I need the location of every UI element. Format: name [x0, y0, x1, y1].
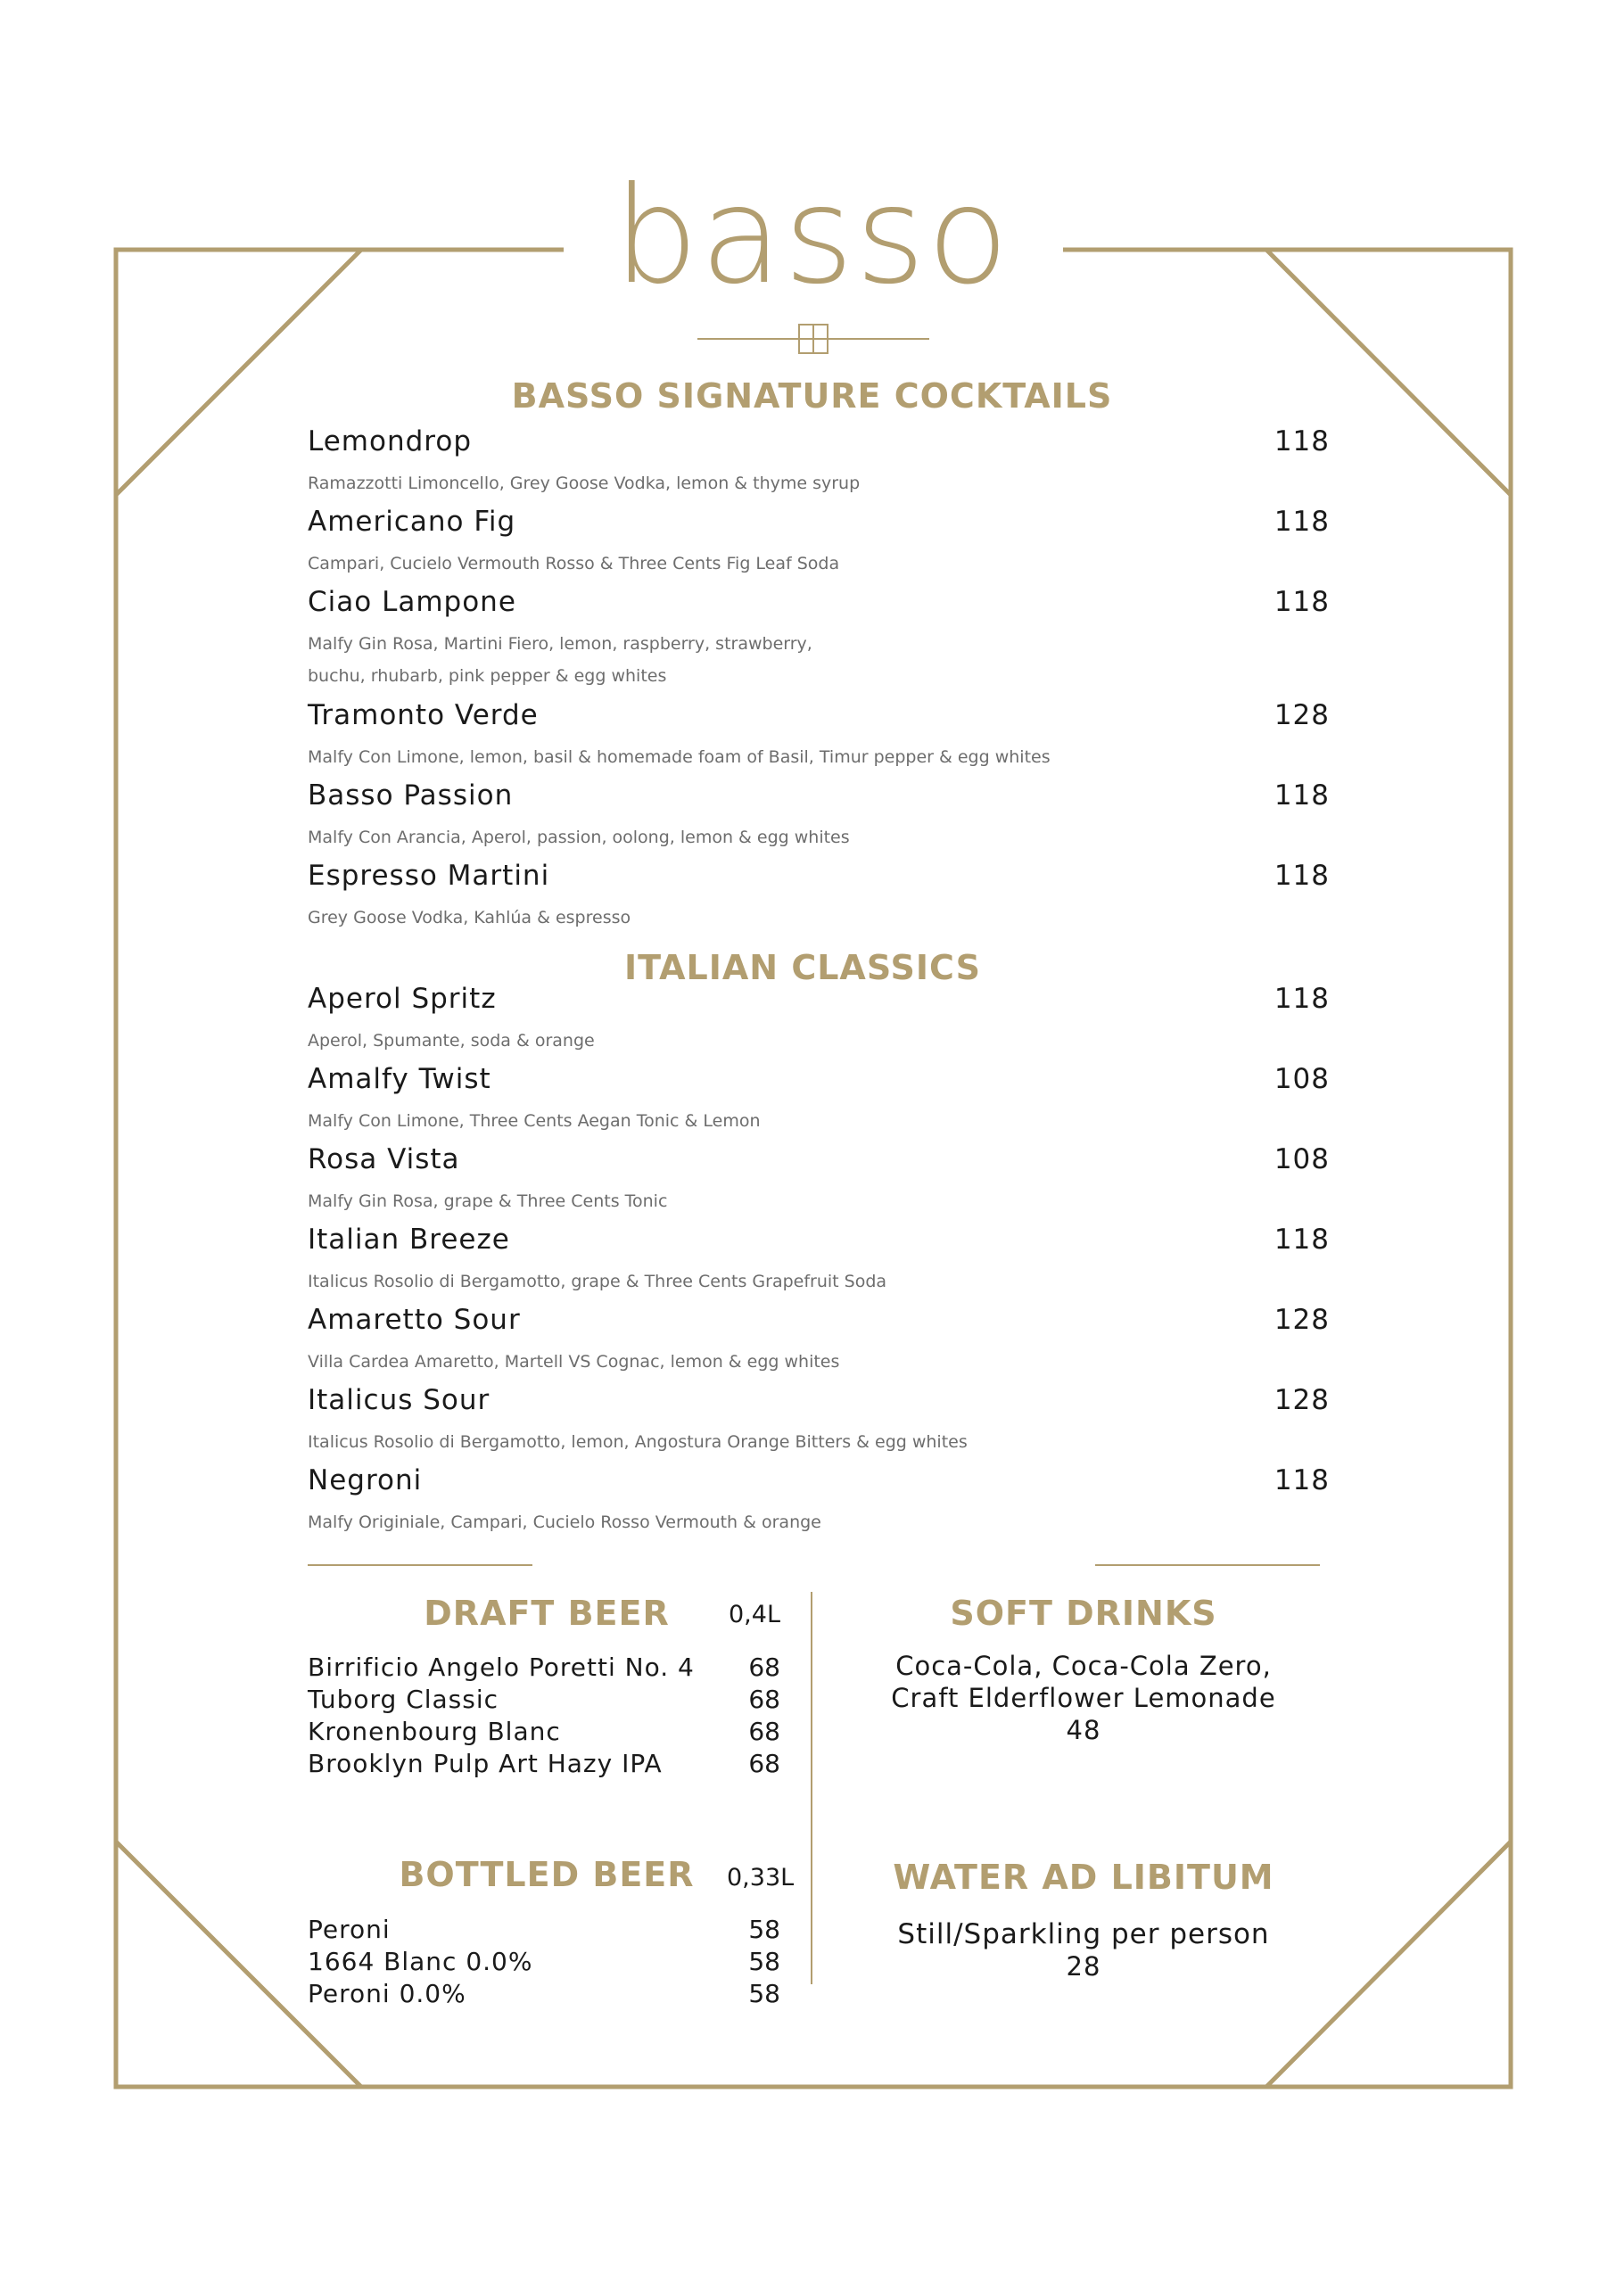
- item-description-line: Malfy Con Limone, lemon, basil & homemade foam of Basil, Timur pepper & egg whites: [308, 747, 1051, 767]
- beer-name: 1664 Blanc 0.0%: [308, 1947, 533, 1976]
- item-description: [308, 741, 1199, 773]
- classics-title: ITALIAN CLASSICS: [624, 948, 981, 987]
- beer-name: Peroni: [308, 1915, 391, 1944]
- soft-drinks-price: 48: [1066, 1715, 1101, 1745]
- soft-drinks-line: Craft Elderflower Lemonade: [891, 1683, 1276, 1713]
- beer-name: Birrificio Angelo Poretti No. 4: [308, 1652, 695, 1682]
- item-description-line: Italicus Rosolio di Bergamotto, grape & Three Cents Grapefruit Soda: [308, 1272, 887, 1291]
- item-description: [308, 1185, 1199, 1217]
- item-description-line: Ramazzotti Limoncello, Grey Goose Vodka, lemon & thyme syrup: [308, 474, 861, 493]
- item-description: [308, 467, 1199, 499]
- item-description: [308, 821, 1199, 853]
- item-description-line: Aperol, Spumante, soda & orange: [308, 1031, 595, 1051]
- beer-price: 68: [748, 1685, 780, 1714]
- item-name: Italicus Sour: [308, 1384, 490, 1416]
- item-description-line: Malfy Gin Rosa, Martini Fiero, lemon, raspberry, strawberry,: [308, 634, 812, 654]
- item-description-line: Malfy Gin Rosa, grape & Three Cents Tonic: [308, 1191, 668, 1211]
- beer-price: 58: [748, 1979, 780, 2008]
- draft-beer-unit: 0,4L: [729, 1601, 780, 1628]
- item-price: 118: [1274, 983, 1330, 1015]
- water-line: Still/Sparkling per person: [897, 1918, 1270, 1950]
- item-description: [308, 548, 1199, 580]
- item-name: Amaretto Sour: [308, 1304, 521, 1336]
- item-description: [308, 1426, 1199, 1458]
- beer-name: Brooklyn Pulp Art Hazy IPA: [308, 1749, 663, 1778]
- water-price: 28: [1066, 1951, 1101, 1982]
- item-price: 108: [1274, 1063, 1330, 1095]
- item-name: Amalfy Twist: [308, 1063, 491, 1095]
- item-description-line: Campari, Cucielo Vermouth Rosso & Three Cents Fig Leaf Soda: [308, 554, 840, 573]
- item-description-line: Malfy Con Arancia, Aperol, passion, oolong, lemon & egg whites: [308, 828, 850, 847]
- item-price: 108: [1274, 1143, 1330, 1175]
- beer-price: 68: [748, 1652, 780, 1682]
- item-price: 128: [1274, 1304, 1330, 1336]
- beer-price: 58: [748, 1947, 780, 1976]
- water-title: WATER AD LIBITUM: [893, 1858, 1274, 1897]
- beer-name: Tuborg Classic: [308, 1685, 499, 1714]
- item-name: Basso Passion: [308, 779, 514, 812]
- bottled-beer-unit: 0,33L: [727, 1864, 795, 1892]
- item-name: Lemondrop: [308, 425, 472, 457]
- item-price: 128: [1274, 699, 1330, 731]
- item-description: [308, 1105, 1199, 1137]
- item-name: Italian Breeze: [308, 1224, 510, 1256]
- draft-beer-title: DRAFT BEER: [424, 1594, 670, 1633]
- brand-logo: basso: [613, 159, 1011, 314]
- soft-drinks-line: Coca-Cola, Coca-Cola Zero,: [895, 1651, 1272, 1681]
- item-description: [308, 1346, 1199, 1378]
- item-description-line: Malfy Con Limone, Three Cents Aegan Tonic & Lemon: [308, 1111, 761, 1131]
- item-description-line: Grey Goose Vodka, Kahlúa & espresso: [308, 908, 631, 927]
- signature-title: BASSO SIGNATURE COCKTAILS: [511, 376, 1113, 416]
- item-description: [308, 1025, 1199, 1057]
- item-price: 118: [1274, 425, 1330, 457]
- item-price: 128: [1274, 1384, 1330, 1416]
- item-description-line: Malfy Originiale, Campari, Cucielo Rosso Vermouth & orange: [308, 1512, 821, 1532]
- item-name: Ciao Lampone: [308, 586, 516, 618]
- beer-price: 68: [748, 1717, 780, 1746]
- item-description: [308, 628, 1199, 692]
- item-description: [308, 1265, 1199, 1298]
- item-description-line: buchu, rhubarb, pink pepper & egg whites: [308, 666, 667, 686]
- item-price: 118: [1274, 506, 1330, 538]
- item-price: 118: [1274, 1224, 1330, 1256]
- item-description: [308, 1506, 1199, 1538]
- item-name: Negroni: [308, 1464, 423, 1496]
- beer-price: 58: [748, 1915, 780, 1944]
- item-name: Espresso Martini: [308, 860, 550, 892]
- item-price: 118: [1274, 779, 1330, 812]
- item-description: [308, 902, 1199, 934]
- beer-name: Peroni 0.0%: [308, 1979, 466, 2008]
- item-name: Americano Fig: [308, 506, 516, 538]
- item-name: Tramonto Verde: [308, 699, 539, 731]
- beer-name: Kronenbourg Blanc: [308, 1717, 561, 1746]
- item-description-line: Villa Cardea Amaretto, Martell VS Cognac, lemon & egg whites: [308, 1352, 840, 1372]
- soft-drinks-title: SOFT DRINKS: [950, 1594, 1217, 1633]
- bottled-beer-title: BOTTLED BEER: [399, 1855, 695, 1894]
- item-price: 118: [1274, 860, 1330, 892]
- item-price: 118: [1274, 1464, 1330, 1496]
- item-description-line: Italicus Rosolio di Bergamotto, lemon, Angostura Orange Bitters & egg whites: [308, 1432, 968, 1452]
- item-price: 118: [1274, 586, 1330, 618]
- item-name: Rosa Vista: [308, 1143, 460, 1175]
- beer-price: 68: [748, 1749, 780, 1778]
- item-name: Aperol Spritz: [308, 983, 497, 1015]
